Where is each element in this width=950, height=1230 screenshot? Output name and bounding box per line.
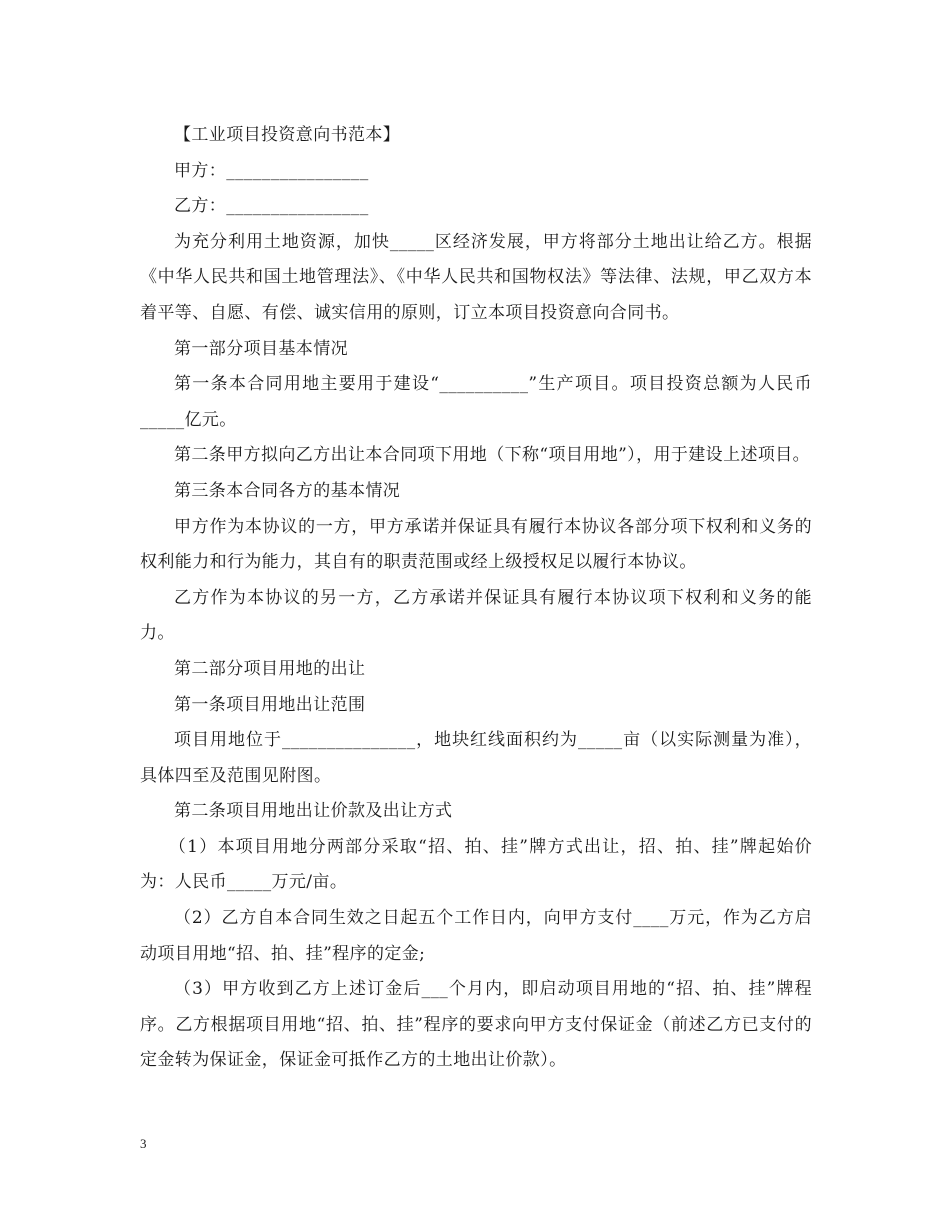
- article-two-paragraph: 第二条甲方拟向乙方出让本合同项下用地（下称“项目用地”），用于建设上述项目。: [174, 445, 811, 466]
- article-three-heading: 第三条本合同各方的基本情况: [174, 480, 401, 501]
- party-b-line: 乙方：________________: [174, 196, 369, 217]
- page-number: 3: [140, 1136, 147, 1151]
- section-heading-part-two: 第二部分项目用地的出让: [174, 658, 366, 679]
- price-method-heading: 第二条项目用地出让价款及出让方式: [174, 801, 453, 822]
- section-heading-part-one: 第一部分项目基本情况: [174, 338, 348, 359]
- clause-2-paragraph: （2）乙方自本合同生效之日起五个工作日内，向甲方支付____万元，作为乙方启动项目用地“招、拍、挂”程序的定金;: [140, 908, 812, 964]
- party-b-commitment-paragraph: 乙方作为本协议的另一方，乙方承诺并保证具有履行本协议项下权利和义务的能力。: [140, 587, 812, 644]
- article-one-paragraph: 第一条本合同用地主要用于建设“__________”生产项目。项目投资总额为人民币_____亿元。: [140, 374, 812, 430]
- document-title: 【工业项目投资意向书范本】: [174, 125, 401, 145]
- party-a-commitment-paragraph: 甲方作为本协议的一方，甲方承诺并保证具有履行本协议各部分项下权利和义务的权利能力和行为能力，其自有的职责范围或经上级授权足以履行本协议。: [140, 516, 812, 573]
- clause-1-paragraph: （1）本项目用地分两部分采取“招、拍、挂”牌方式出让，招、拍、挂”牌起始价为：人民币_____万元/亩。: [140, 836, 812, 893]
- land-scope-heading: 第一条项目用地出让范围: [174, 694, 366, 715]
- party-a-line: 甲方：________________: [174, 160, 369, 181]
- preamble-paragraph: 为充分利用土地资源，加快_____区经济发展，甲方将部分土地出让给乙方。根据《中华人民共和国土地管理法》、《中华人民共和国物权法》等法律、法规，甲乙双方本着平等、自愿、有偿、诚实信用的原则，订立本项目投资意向合同书。: [140, 231, 812, 323]
- clause-3-paragraph: （3）甲方收到乙方上述订金后___个月内，即启动项目用地的“招、拍、挂”牌程序。乙方根据项目用地“招、拍、挂”程序的要求向甲方支付保证金（前述乙方已支付的定金转为保证金，保证金可抵作乙方的土地出让价款）。: [140, 979, 812, 1071]
- document-body: [140, 118, 812, 1079]
- land-scope-paragraph: 项目用地位于_______________，地块红线面积约为_____亩（以实际测量为准），具体四至及范围见附图。: [140, 730, 812, 786]
